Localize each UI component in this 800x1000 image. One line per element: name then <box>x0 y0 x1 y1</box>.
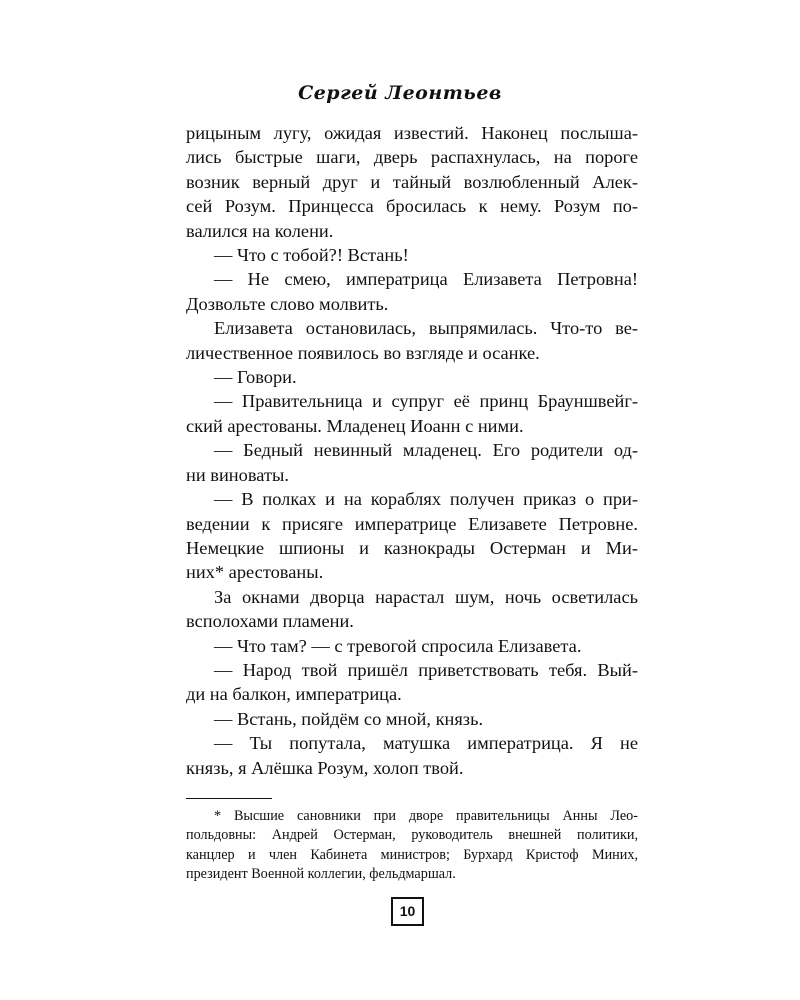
text-line: возник верный друг и тайный возлюбленный Алек- <box>186 171 638 192</box>
text-line: — Встань, пойдём со мной, князь. <box>214 708 484 729</box>
page-number: 10 <box>391 897 424 926</box>
text-line: — Народ твой пришёл приветствовать тебя. Вый- <box>214 659 638 680</box>
footnote-line: канцлер и член Кабинета министров; Бурхард Кристоф Миних, <box>186 846 638 863</box>
footnote <box>186 807 638 884</box>
text-line: — Что там? — с тревогой спросила Елизавета. <box>214 635 582 656</box>
text-line: Елизавета остановилась, выпрямилась. Что-то ве- <box>214 318 638 339</box>
footnote-rule <box>186 798 272 799</box>
body-text <box>186 121 638 780</box>
footnote-line: польдовны: Андрей Остерман, руководитель внешней политики, <box>186 827 638 844</box>
text-line: — Правительница и супруг её принц Брауншвейг- <box>214 391 638 412</box>
running-head: Сергей Леонтьев <box>298 82 502 104</box>
text-line: За окнами дворца нарастал шум, ночь осветилась <box>214 586 638 607</box>
text-line: — В полках и на кораблях получен приказ о при- <box>214 489 638 510</box>
text-line: ни виноваты. <box>186 464 289 485</box>
text-line: Дозвольте слово молвить. <box>186 293 389 314</box>
text-line: ведении к присяге императрице Елизавете Петровне. <box>186 513 638 534</box>
footnote-line: * Высшие сановники при дворе правительницы Анны Лео- <box>214 808 638 824</box>
text-line: — Бедный невинный младенец. Его родители од- <box>214 440 638 461</box>
text-line: — Что с тобой?! Встань! <box>214 245 409 266</box>
text-line: — Ты попутала, матушка императрица. Я не <box>214 733 638 754</box>
text-line: князь, я Алёшка Розум, холоп твой. <box>186 757 464 778</box>
text-line: всполохами пламени. <box>186 611 354 632</box>
text-line: валился на колени. <box>186 220 334 241</box>
text-line: лись быстрые шаги, дверь распахнулась, на пороге <box>186 147 638 168</box>
text-line: ди на балкон, императрица. <box>186 684 402 705</box>
footnote-line: президент Военной коллегии, фельдмаршал. <box>186 865 456 882</box>
text-line: Немецкие шпионы и казнокрады Остерман и Ми- <box>186 537 638 558</box>
text-line: — Не смею, императрица Елизавета Петровна! <box>214 269 638 290</box>
text-line: сей Розум. Принцесса бросилась к нему. Розум по- <box>186 196 638 217</box>
text-line: — Говори. <box>214 367 297 388</box>
text-line: них* арестованы. <box>186 562 324 583</box>
text-line: личественное появилось во взгляде и осанке. <box>186 342 540 363</box>
text-line: ский арестованы. Младенец Иоанн с ними. <box>186 415 524 436</box>
text-line: рицыным лугу, ожидая известий. Наконец послыша- <box>186 123 638 143</box>
